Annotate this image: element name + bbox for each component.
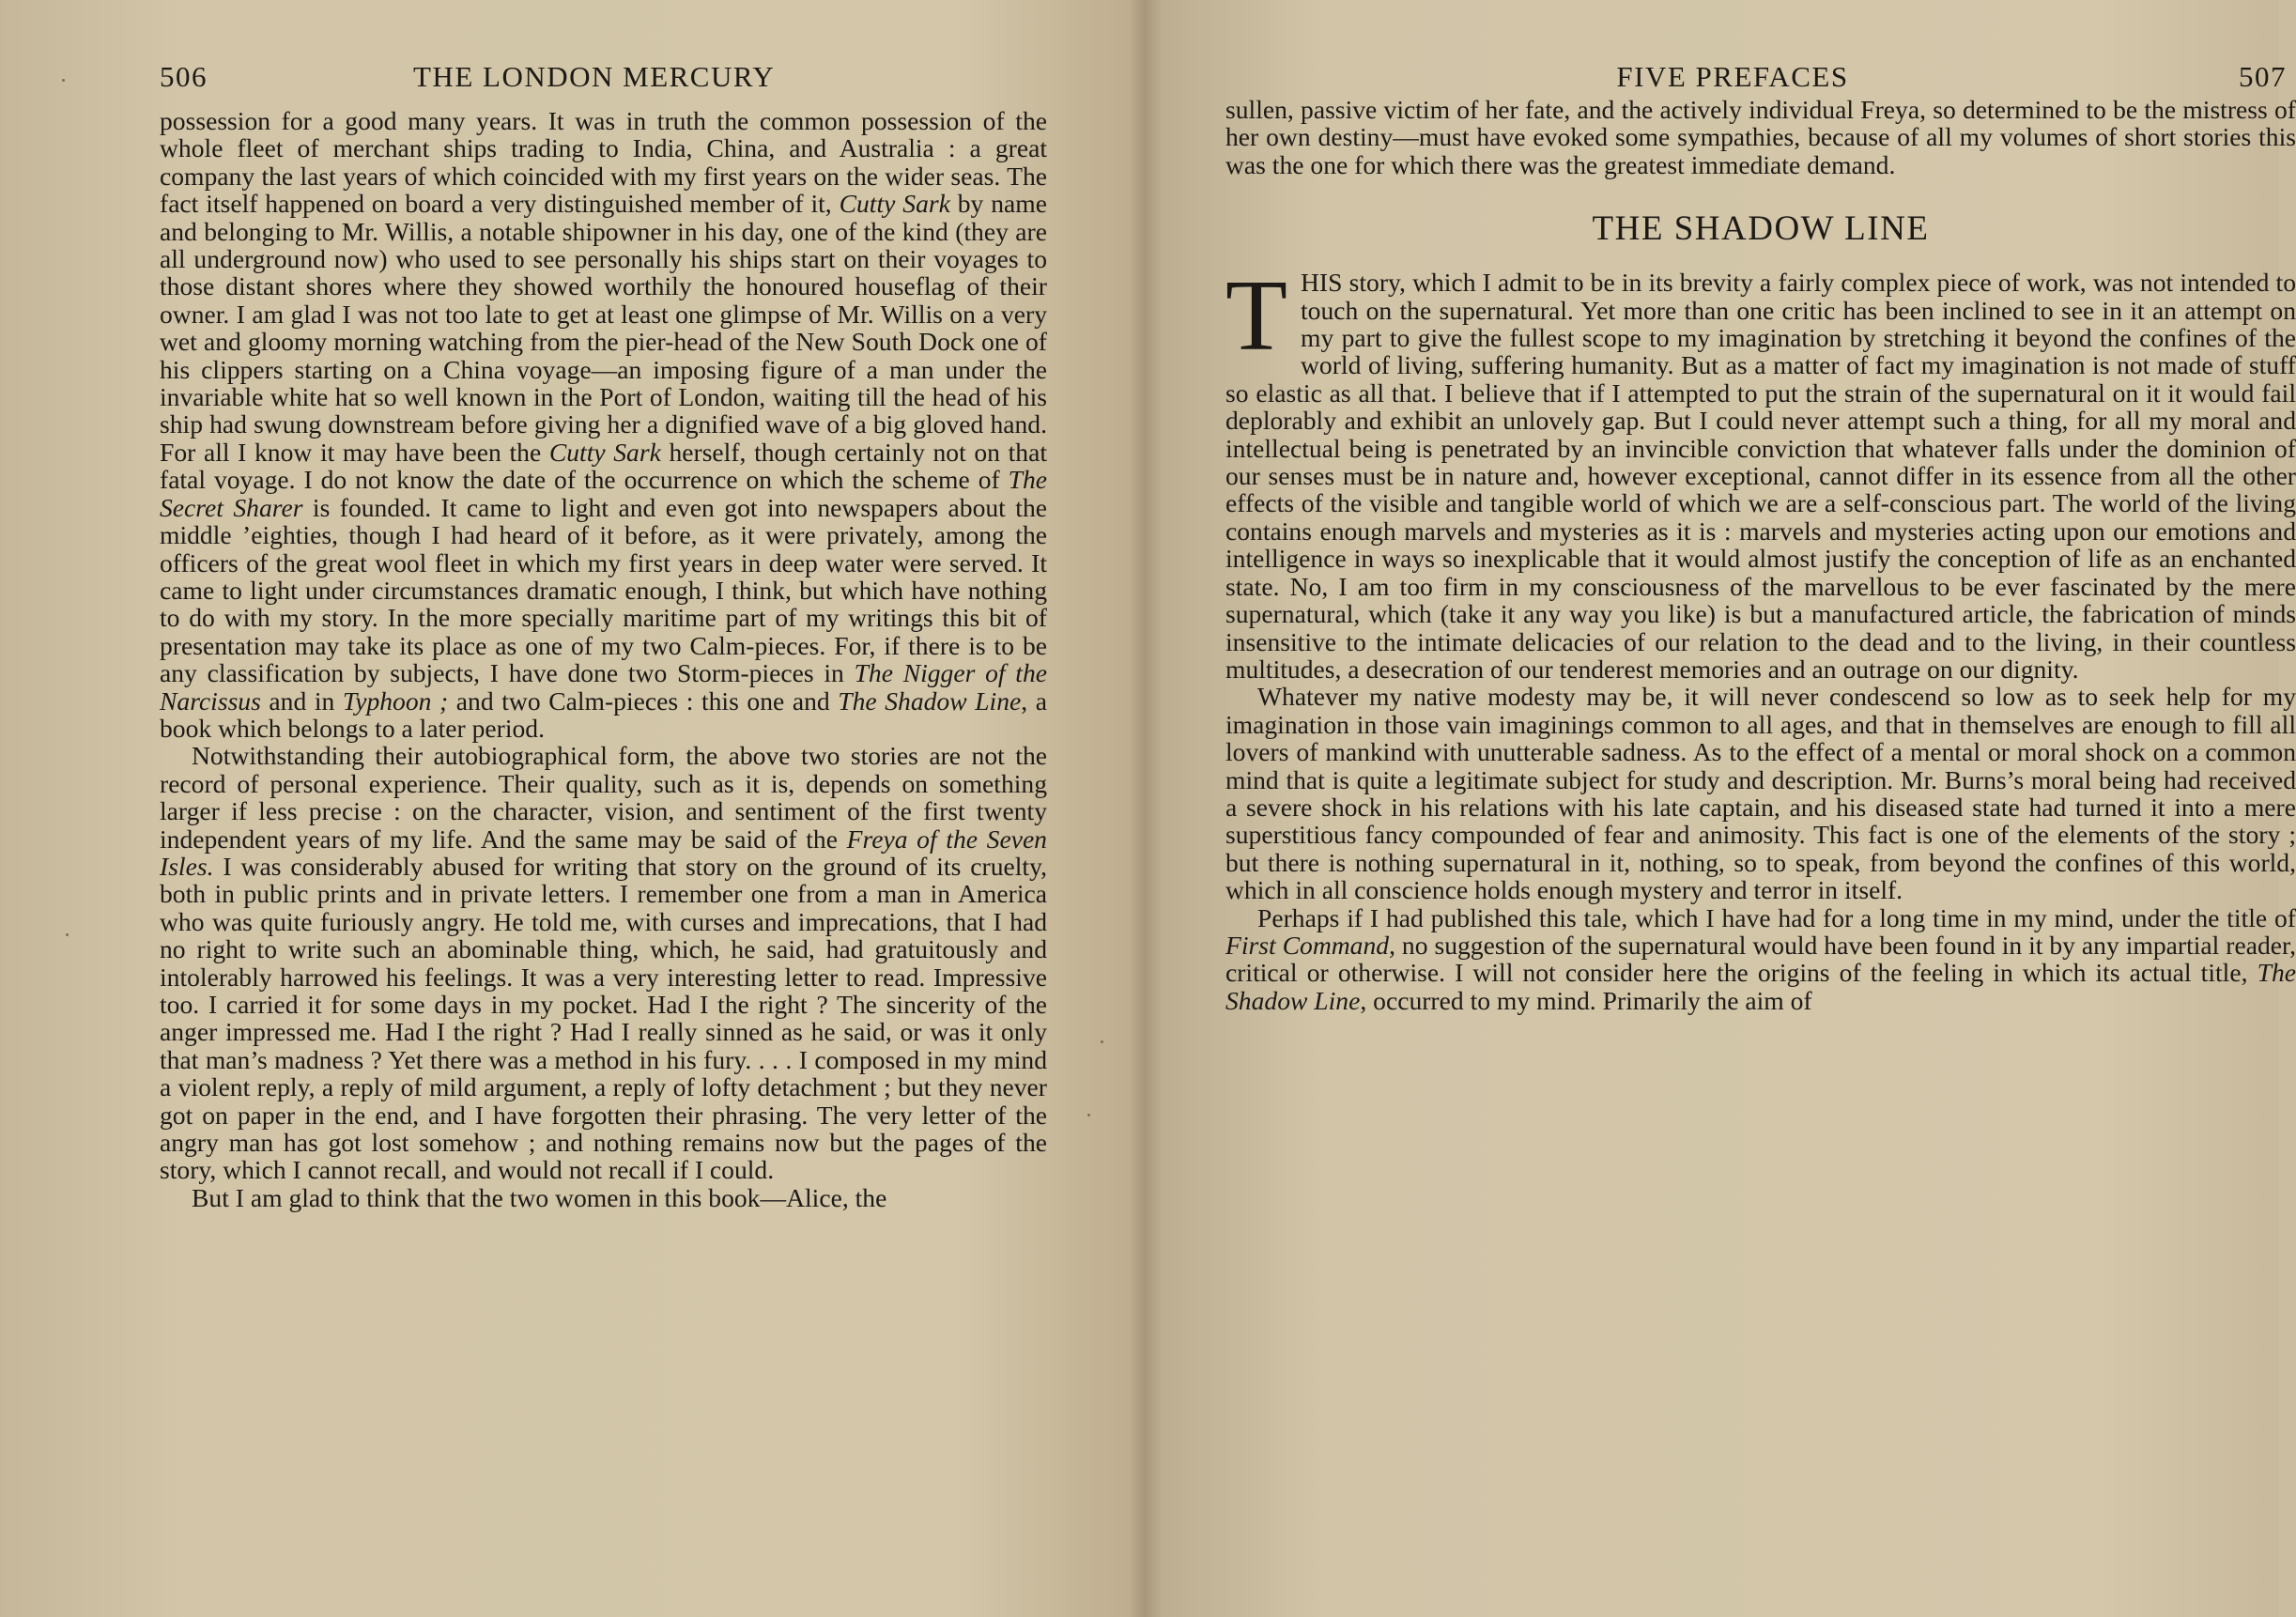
paper-speck [1101,1040,1103,1043]
text-run: by name and belonging to Mr. Willis, a notable shipowner in his day, one of the kind (they are all underground now) who used to see personally his ships start on their voyages to those distant shores where they showed worthily the honoured houseflag of their owner. I am glad I was not too late to get at least one glimpse of Mr. Willis on a very wet and gloomy morning watching from the pier-head of the New South Dock one of his clippers starting on a China voyage—an imposing figure of a man under the invariable white hat so well known in the Port of London, waiting till the head of his ship had swung downstream before giving her a dignified wave of a big gloved hand. For all I know it may have been the [160,189,1047,467]
right-running-title: FIVE PREFACES [1616,60,1849,93]
italic-title: Typhoon ; [342,685,449,716]
section-paragraphs [1225,260,2296,1015]
italic-title: The Shadow Line [1225,958,2296,1015]
paragraph [160,1184,1047,1211]
text-run: I was considerably abused for writing that story on the ground of its cruelty, both in public prints and in private letters. I remember one from a man in America who was quite furiously angry. He told me, with curses and imprecations, that I had no right to write such an abominable thing, which, he said, had gratuitously and intolerably harrowed his feelings. It was a very interesting letter to read. Impressive too. I carried it for some days in my pocket. Had I the right ? The sincerity of the anger impressed me. Had I the right ? Had I really sinned as he said, or was it only that man’s madness ? Yet there was a method in his fury. . . . I composed in my mind a violent reply, a reply of mild argument, a reply of lofty detachment ; but they never got on paper in the end, and I have forgotten their phrasing. The very letter of the angry man has got lost somehow ; and nothing remains now but the pages of the story, which I cannot recall, and would not recall if I could. [160,851,1047,1185]
text-run: possession for a good many years. It was in truth the common possession of the whole fleet of merchant ships trading to India, China, and Australia : a great company the last years of which coincided with my first years on the wider seas. The fact itself happened on board a very distinguished member of it, [160,106,1047,219]
left-page-body [160,107,1047,1211]
section-title: THE SHADOW LINE [1592,209,1930,249]
italic-title: First Command [1225,930,1390,960]
text-run: But I am glad to think that the two women in this book—Alice, the [192,1182,887,1212]
left-page-number: 506 [160,60,208,93]
paper-speck [1087,1114,1090,1116]
text-run: Perhaps if I had published this tale, which I have had for a long time in my mind, under the title of [1257,902,2296,932]
italic-title: Cutty Sark [839,189,950,219]
paper-speck [62,79,65,82]
text-run: and in [260,685,343,716]
paragraph [1225,683,2296,903]
text-run: , occurred to my mind. Primarily the aim of [1360,985,1812,1015]
paragraph [160,742,1047,1184]
italic-title: The Secret Sharer [160,465,1047,522]
paragraph [160,107,1047,742]
text-run: , no suggestion of the supernatural would have been found in it by any impartial reader, critical or otherwise. I will not consider here the origins of the feeling in which its actual title, [1225,930,2296,988]
right-page [1132,0,2296,1617]
left-running-head [160,60,1047,101]
text-run: is founded. It came to light and even got into newspapers about the middle ’eighties, though I had heard of it before, as it were privately, among the officers of the great wool fleet in which my first years in deep water were served. It came to light under circumstances dramatic enough, I think, but which have nothing to do with my story. In the more specially maritime part of my writings this bit of presentation may take its place as one of my two Calm-pieces. For, if there is to be any classification by subjects, I have done two Storm-pieces in [160,492,1047,688]
text-run: HIS story, which I admit to be in its brevity a fairly complex piece of work, was not intended to touch on the supernatural. Yet more than one critic has been inclined to see in it an attempt on my part to give the fullest scope to my imagination by stretching it beyond the confines of the world of living, suffering humanity. But as a matter of fact my imagination is not made of stuff so elastic as all that. I believe that if I attempted to put the strain of the supernatural on it it would fail deplorably and exhibit an unlovely gap. But I could never attempt such a thing, for all my moral and intellectual being is penetrated by an invincible conviction that whatever falls under the dominion of our senses must be in nature and, however exceptional, cannot differ in its essence from all the other effects of the visible and tangible world of which we are a self-conscious part. The world of the living contains enough marvels and mysteries as it is : marvels and mysteries acting upon our emotions and intelligence in ways so inexplicable that it would almost justify the conception of life as an enchanted state. No, I am too firm in my consciousness of the marvellous to be ever fascinated by the mere supernatural, which (take it any way you like) is but a manufactured article, the fabrication of minds insensitive to the intimate delicacies of our relation to the dead and to the living, in their countless multitudes, a desecration of our tenderest memories and an outrage on our dignity. [1225,268,2296,684]
right-page-body [1225,96,2296,1014]
drop-cap: T [1225,260,1287,373]
italic-title: Freya of the Seven Isles. [160,824,1047,881]
paragraph [1225,260,2296,684]
text-run: herself, though certainly not on that fatal voyage. I do not know the date of the occurrence on which the scheme of [160,437,1047,495]
paper-speck [66,933,69,936]
italic-title: The Nigger of the Narcissus [160,658,1047,716]
text-run: , a book which belongs to a later period. [160,685,1048,743]
right-page-number: 507 [2239,60,2287,93]
left-running-title: THE LONDON MERCURY [413,60,776,93]
left-page [0,0,1132,1617]
paragraph [1225,904,2296,1015]
text-run: Notwithstanding their autobiographical form, the above two stories are not the record of personal experience. Their quality, such as it is, depends on something larger if less precise : on the character, vision, and sentiment of the first twenty independent years of my life. And the same may be said of the [160,741,1047,854]
text-run: Whatever my native modesty may be, it will never condescend so low as to seek help for my imagination in those vain imaginings common to all ages, and that in themselves are enough to fill all lovers of mankind with unutterable sadness. As to the effect of a mental or moral shock on a common mind that is quite a legitimate subject for study and description. Mr. Burns’s moral being had received a severe shock in his relations with his late captain, and his diseased state had turned it into a mere superstitious fancy compounded of fear and animosity. This fact is one of the elements of the story ; but there is nothing supernatural in it, nothing, so to speak, from beyond the confines of this world, which in all conscience holds enough mystery and terror in itself. [1225,682,2296,905]
continued-paragraph: sullen, passive victim of her fate, and the actively individual Freya, so determined to be the mistress of her own destiny—must have evoked some sympathies, because of all my volumes of short stories this was the one for which there was the greatest immediate demand. [1225,95,2296,179]
text-run: and two Calm-pieces : this one and [448,685,839,716]
italic-title: Cutty Sark [548,437,661,467]
italic-title: The Shadow Line [838,685,1022,716]
